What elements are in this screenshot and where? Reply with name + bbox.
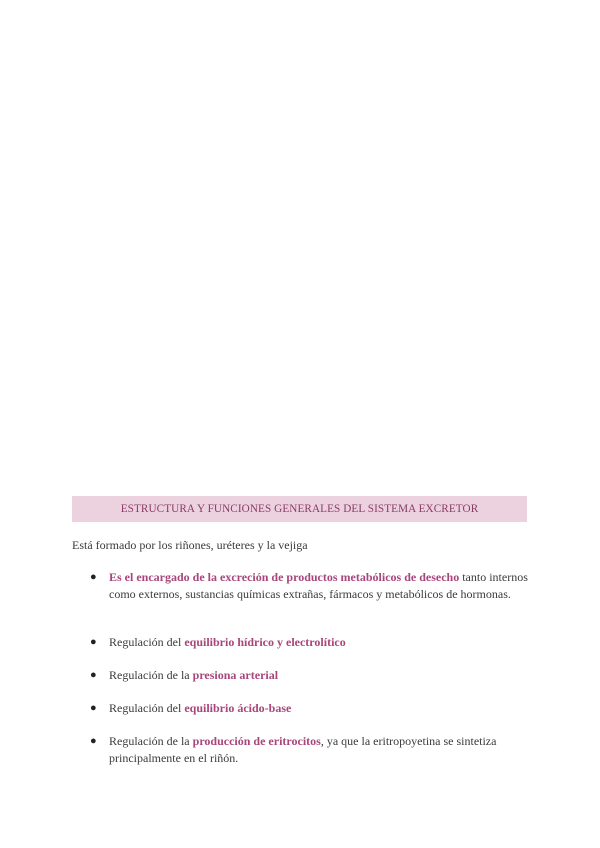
list-item-highlight: producción de eritrocitos — [192, 734, 321, 748]
list-item-highlight: equilibrio ácido-base — [184, 701, 292, 715]
bullet-icon: ● — [90, 702, 97, 714]
bullet-icon: ● — [90, 571, 97, 583]
list-item-highlight: presiona arterial — [192, 668, 279, 682]
intro-paragraph: Está formado por los riñones, uréteres y la vejiga — [72, 538, 308, 552]
list-item-text-pre: Regulación de la — [109, 668, 193, 682]
bullet-icon: ● — [90, 669, 97, 681]
list-item-text — [109, 569, 529, 602]
list-item-text — [109, 700, 529, 717]
section-header — [72, 496, 527, 522]
list-item-text-pre: Regulación del — [109, 701, 185, 715]
list-item-text-pre: Regulación de la — [109, 734, 193, 748]
list-item-text-post: tanto internos como externos, sustancias químicas extrañas, fármacos y metabólicos de hormonas. — [109, 570, 528, 601]
list-item-text — [109, 634, 529, 651]
list-item-highlight: equilibrio hídrico y electrolítico — [184, 635, 346, 649]
bullet-icon: ● — [90, 636, 97, 648]
bullet-icon: ● — [90, 735, 97, 747]
list-item-text — [109, 667, 529, 684]
list-item-text-pre: Regulación del — [109, 635, 185, 649]
list-item-highlight: Es el encargado de la excreción de productos metabólicos de desecho — [109, 570, 460, 584]
section-title: ESTRUCTURA Y FUNCIONES GENERALES DEL SISTEMA EXCRETOR — [120, 503, 479, 515]
list-item-text-post: , ya que la eritropoyetina se sintetiza principalmente en el riñón. — [109, 734, 497, 765]
list-item-text — [109, 733, 529, 766]
